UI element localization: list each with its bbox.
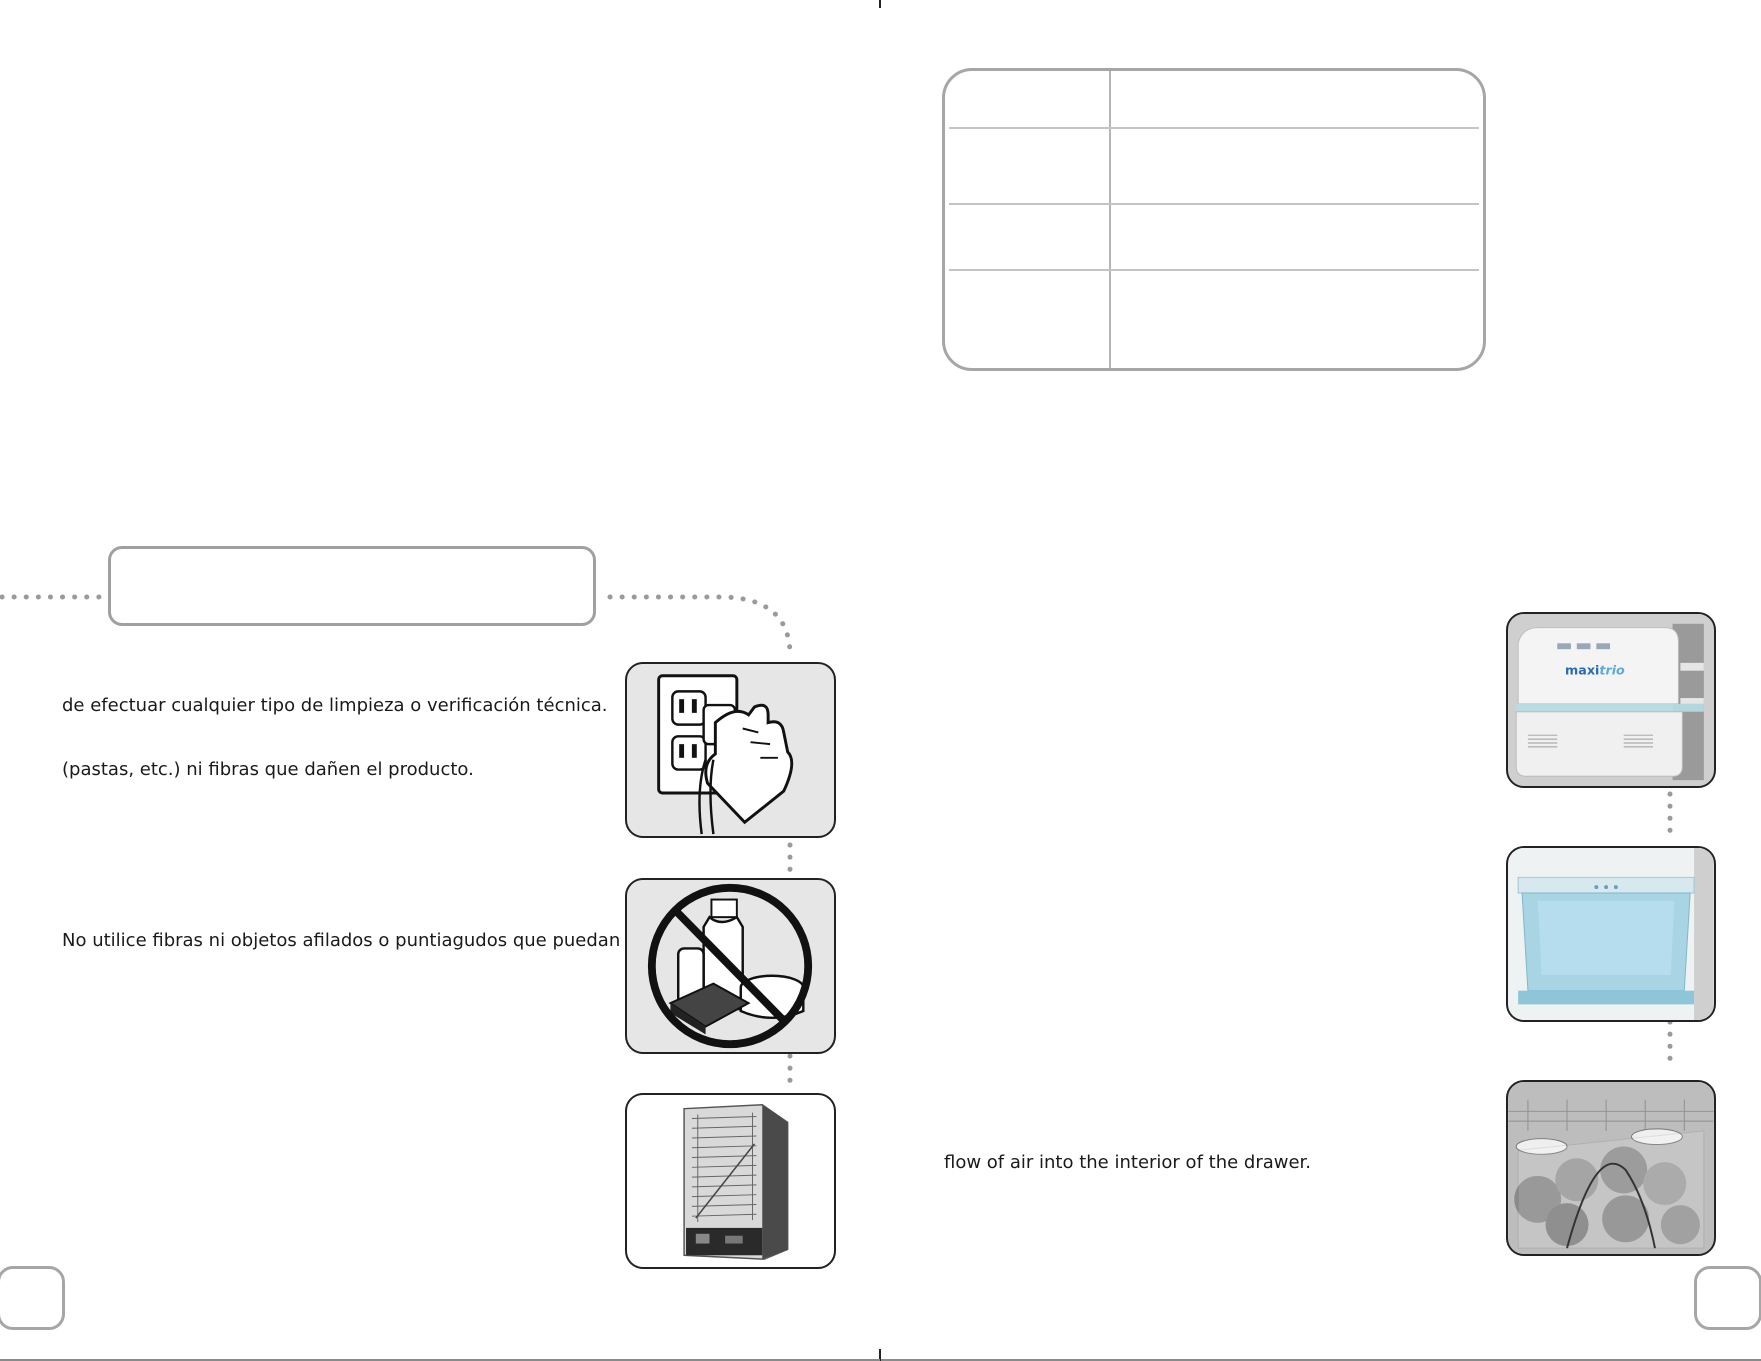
page-number-tab-left [0,1266,65,1330]
dotted-connector-left [0,560,880,1160]
maxitrio-logo: maxitrio [1565,662,1625,678]
body-text-line-right-1: flow of air into the interior of the drawer. [944,1152,1312,1173]
refrigerator-back-icon [625,1093,836,1269]
spec-table-row-line-2 [949,203,1479,205]
spec-table-row-line-3 [949,269,1479,271]
spec-table [942,68,1486,371]
no-abrasive-cleaners-icon [625,878,836,1054]
page-number-tab-right [1694,1266,1761,1330]
fruit-drawer-photo [1506,1080,1716,1256]
body-text-line-1: de efectuar cualquier tipo de limpieza o verificación técnica. [62,695,608,716]
spec-table-divider [1109,71,1111,368]
unplug-outlet-icon [625,662,836,838]
body-text-line-3: No utilice fibras ni objetos afilados o puntiagudos que puedan [62,930,621,951]
body-text-line-2: (pastas, etc.) ni fibras que dañen el producto. [62,759,474,780]
crisper-drawer-photo [1506,846,1716,1022]
spec-table-row-line-1 [949,127,1479,129]
fold-mark-top [879,0,881,8]
freezer-compartment-photo [1506,612,1716,788]
section-title-box [108,546,596,626]
